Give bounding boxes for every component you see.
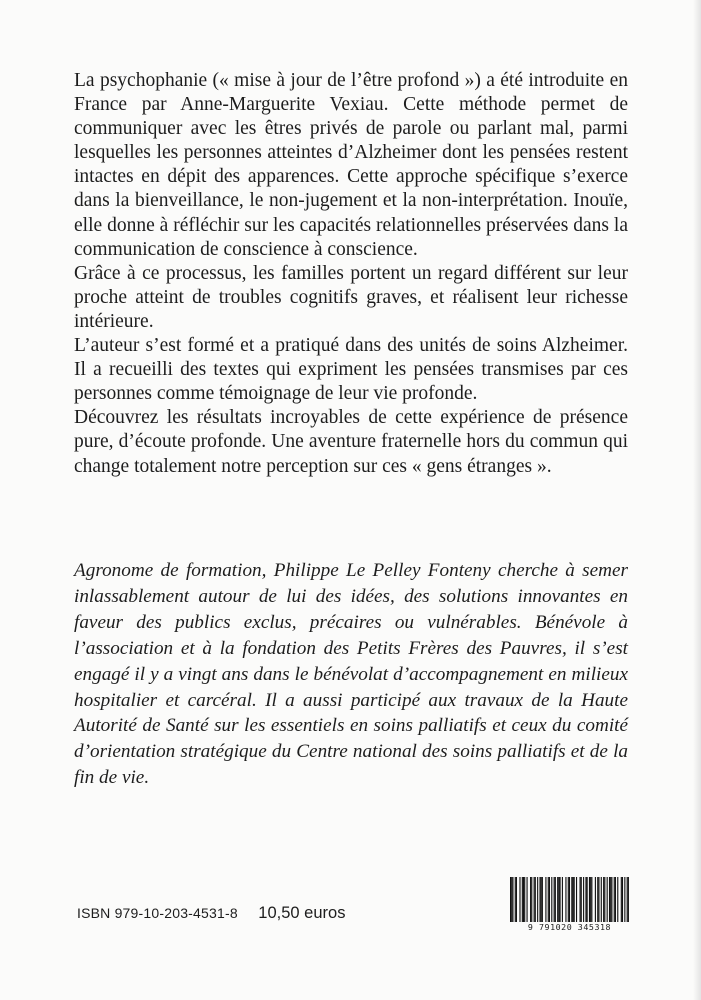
barcode-bar — [576, 877, 577, 925]
barcode-bar — [601, 877, 602, 925]
barcode-bar — [610, 877, 611, 925]
barcode-bar — [515, 877, 516, 925]
barcode-bar — [591, 877, 592, 925]
barcode-bar — [549, 877, 550, 925]
author-bio — [74, 558, 628, 791]
barcode-bar — [581, 877, 582, 925]
barcode-bar — [628, 877, 629, 925]
barcode-bar — [568, 877, 569, 925]
barcode-bar — [614, 877, 615, 925]
barcode-bar — [545, 877, 546, 925]
barcode-bars — [510, 877, 629, 925]
barcode-bar — [595, 877, 596, 925]
book-summary — [74, 69, 628, 479]
barcode-bar — [587, 877, 588, 925]
barcode-bar — [603, 877, 604, 925]
summary-paragraph: Découvrez les résultats incroyables de cette expérience de présence pure, d’écoute profonde. Une aventure fraternelle hors du commun qui change totalement notre perception sur ces « gens étranges ». — [74, 407, 628, 477]
barcode-bar — [531, 877, 532, 925]
barcode-bar — [527, 877, 528, 925]
barcode-digits: 9 791020 345318 — [510, 922, 629, 933]
barcode-bar — [516, 877, 517, 925]
barcode-bar — [558, 877, 559, 925]
barcode-bar — [615, 877, 616, 925]
barcode-bar — [607, 877, 608, 925]
barcode-bar — [617, 877, 618, 925]
barcode-bar — [597, 877, 598, 925]
barcode-bar — [562, 877, 563, 925]
summary-paragraph: La psychophanie (« mise à jour de l’être profond ») a été introduite en France par Anne-Marguerite Vexiau. Cette méthode permet de communiquer avec les êtres privés de parole ou parlant mal, parmi lesquelles les personnes atteintes d’Alzheimer dont les pensées restent intactes en dépit des apparences. Cette approche spécifique s’exerce dans la bienveillance, le non-jugement et la non-interprétation. Inouïe, elle donne à réfléchir sur les capacités relationnelles préservées dans la communication de conscience à conscience. — [74, 70, 628, 260]
barcode-bar — [565, 877, 566, 925]
barcode-bar — [557, 877, 558, 925]
barcode-bar — [548, 877, 549, 925]
barcode-bar — [539, 877, 540, 925]
author-bio-text: Agronome de formation, Philippe Le Pelley Fonteny cherche à semer inlassablement autour de lui des idées, des solutions innovantes en faveur des publics exclus, précaires ou vulnérables. Bénévole à l’association et à la fondation des Petits Frères des Pauvres, il s’est engagé il y a vingt ans dans le bénévolat d’accompagnement en milieux hospitalier et carcéral. Il a aussi participé aux travaux de la Haute Autorité de Santé sur les essentiels en soins palliatifs et ceux du comité d’orientation stratégique du Centre national des soins palliatifs et de la fin de vie. — [74, 560, 628, 789]
barcode-bar — [555, 877, 556, 925]
barcode-bar — [583, 877, 584, 925]
barcode-bar — [609, 877, 610, 925]
barcode-bar — [519, 877, 520, 925]
barcode-bar — [512, 877, 513, 925]
summary-paragraph: Grâce à ce processus, les familles portent un regard différent sur leur proche atteint de troubles cognitifs graves, et réalisent leur richesse intérieure. — [74, 262, 628, 332]
barcode-bar — [522, 877, 523, 925]
barcode-bar — [580, 877, 581, 925]
barcode-bar — [510, 877, 511, 925]
barcode-bar — [530, 877, 531, 925]
barcode-bar — [523, 877, 524, 925]
barcode-bar — [622, 877, 623, 925]
barcode-bar — [511, 877, 512, 925]
barcode-bar — [574, 877, 575, 925]
barcode-bar — [554, 877, 555, 925]
barcode-bar — [621, 877, 622, 925]
barcode-bar — [535, 877, 536, 925]
isbn-label: ISBN 979-10-203-4531-8 — [77, 905, 238, 921]
barcode-bar — [604, 877, 605, 925]
barcode-bar — [571, 877, 572, 925]
barcode-bar — [611, 877, 612, 925]
barcode-bar — [627, 877, 628, 925]
barcode-bar — [541, 877, 542, 925]
price-label: 10,50 euros — [258, 904, 346, 922]
barcode-bar — [559, 877, 560, 925]
barcode-bar — [542, 877, 543, 925]
barcode-bar — [624, 877, 625, 925]
barcode-bar — [534, 877, 535, 925]
barcode-bar — [551, 877, 552, 925]
barcode-bar — [589, 877, 590, 925]
isbn-price-line — [77, 904, 345, 923]
summary-paragraph: L’auteur s’est formé et a pratiqué dans des unités de soins Alzheimer. Il a recueilli des textes qui expriment les pensées transmises par ces personnes comme témoignage de leur vie profonde. — [74, 335, 628, 405]
barcode — [510, 877, 629, 933]
barcode-bar — [590, 877, 591, 925]
barcode-bar — [537, 877, 538, 925]
barcode-bar — [524, 877, 525, 925]
barcode-bar — [572, 877, 573, 925]
barcode-bar — [598, 877, 599, 925]
barcode-bar — [585, 877, 586, 925]
barcode-bar — [569, 877, 570, 925]
